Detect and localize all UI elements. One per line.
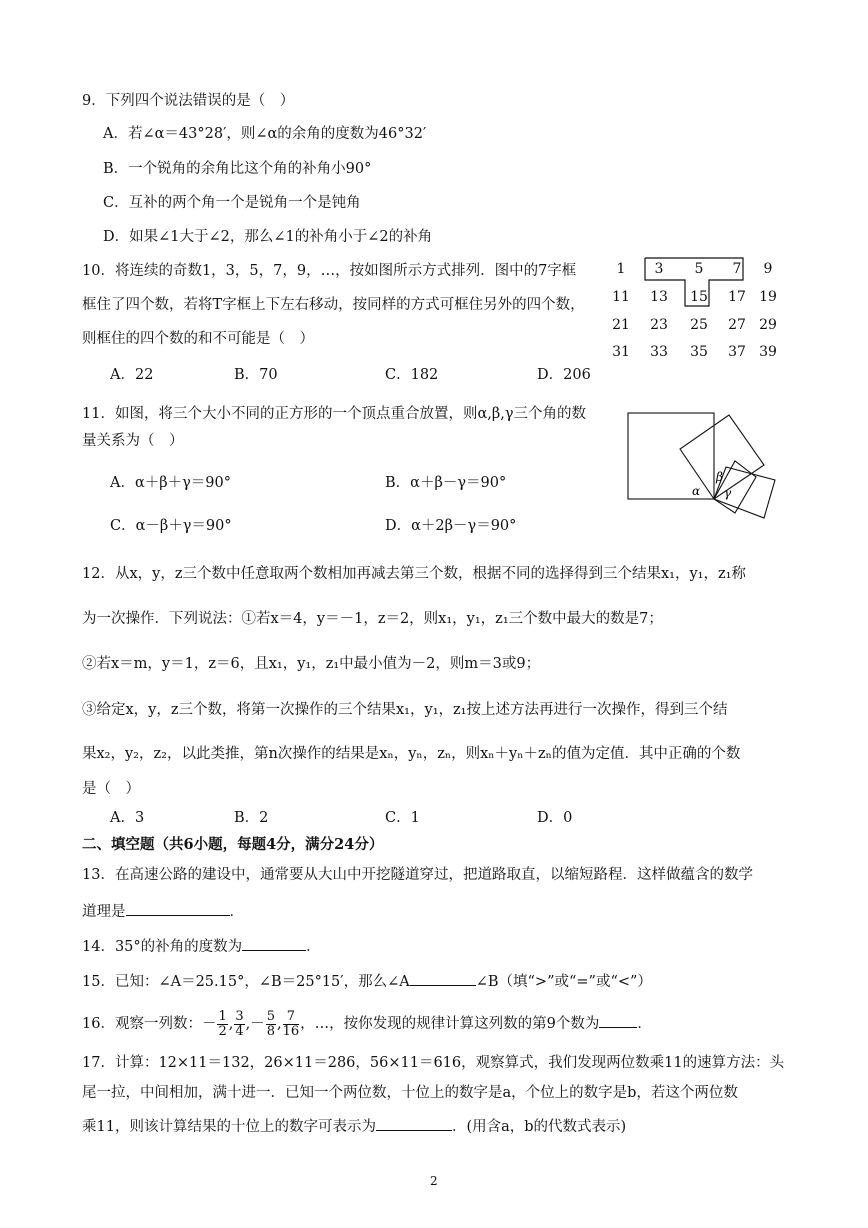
q15-suffix: ∠B（填“>”或“=”或“<”）: [475, 974, 652, 990]
q16-fraction: $\frac{1}{2}$: [218, 1008, 227, 1039]
q10-option-b: B．70: [234, 367, 278, 383]
q16-suffix: ．: [637, 1016, 652, 1032]
grid-cell: 17: [728, 289, 746, 305]
section-heading: 二、填空题（共6小题，每题4分，满分24分）: [82, 836, 384, 853]
grid-cell: 25: [690, 317, 708, 333]
three-squares-figure: [622, 407, 782, 527]
q12-line2: 为一次操作．下列说法：①若x＝4，y＝－1，z＝2，则x₁，y₁，z₁三个数中最大的数是7；: [82, 611, 663, 627]
q17-line3: [82, 1115, 626, 1136]
grid-cell: 23: [650, 317, 668, 333]
q15-line: [82, 970, 652, 991]
q9-option-b: B．一个锐角的余角比这个角的补角小90°: [103, 161, 372, 177]
grid-cell: 37: [728, 344, 746, 360]
q16-text: 16．观察一列数：－: [82, 1016, 217, 1032]
q10-option-c: C．182: [385, 367, 439, 383]
q13-line2-suffix: ．: [229, 904, 244, 920]
q17-answer-blank[interactable]: [376, 1115, 452, 1131]
q17-line2: 尾一拉，中间相加，满十进一．已知一个两位数，十位上的数字是a，个位上的数字是b，若这个两位数: [82, 1085, 738, 1101]
q17-line3-text: 乘11，则该计算结果的十位上的数字可表示为: [82, 1119, 376, 1135]
q14-answer-blank[interactable]: [242, 935, 306, 951]
q12-line3: ②若x＝m，y＝1，z＝6，且x₁，y₁，z₁中最小值为－2，则m＝3或9；: [82, 656, 541, 672]
q9-option-a: A．若∠α＝43°28′，则∠α的余角的度数为46°32′: [103, 126, 427, 142]
grid-cell: 13: [650, 289, 668, 305]
q12-line4: ③给定x，y，z三个数，将第一次操作的三个结果x₁，y₁，z₁按上述方法再进行一次操作，得到三个结: [82, 702, 728, 718]
q16-fraction: $\frac{3}{4}$: [235, 1008, 244, 1039]
q14-line: [82, 935, 321, 956]
grid-cell: 15: [690, 289, 708, 305]
q9-option-d: D．如果∠1大于∠2，那么∠1的补角小于∠2的补角: [103, 229, 433, 245]
grid-cell: 29: [759, 317, 777, 333]
q17-line1: 17．计算：12×11＝132，26×11＝286，56×11＝616，观察算式，我们发现两位数乘11的速算方法：头: [82, 1055, 785, 1071]
alpha-label: α: [692, 484, 701, 498]
q16-line: 16．观察一列数：－ $\frac{1}{2}$ , $\frac{3}{4}$ ,－ $\frac{5}{8}$ , $\frac{7}{16}$ ，…，按你发现的规律计算这列数的第9个数为 ．: [82, 1008, 652, 1039]
q11-option-a: A．α＋β＋γ＝90°: [110, 475, 232, 491]
beta-label: β: [716, 470, 723, 484]
q11-option-c: C．α－β＋γ＝90°: [110, 518, 232, 534]
grid-cell: 33: [650, 344, 668, 360]
q12-line1: 12．从x，y，z三个数中任意取两个数相加再减去第三个数，根据不同的选择得到三个结果x₁，y₁，z₁称: [82, 566, 746, 582]
q17-line3-suffix: ．(用含a，b的代数式表示): [451, 1119, 627, 1135]
grid-cell: 7: [732, 261, 742, 277]
grid-cell: 9: [763, 261, 773, 277]
q12-line5: 果x₂，y₂，z₂，以此类推，第n次操作的结果是xₙ，yₙ，zₙ，则xₙ＋yₙ＋zₙ的值为定值．其中正确的个数: [82, 746, 741, 762]
grid-cell: 31: [612, 344, 630, 360]
q12-option-a: A．3: [110, 810, 145, 826]
q12-option-d: D．0: [537, 810, 573, 826]
q11-option-d: D．α＋2β－γ＝90°: [385, 518, 517, 534]
q16-fraction: $\frac{5}{8}$: [266, 1008, 276, 1039]
q13-line2-prefix: 道理是: [82, 904, 126, 920]
q10-line2: 框住了四个数，若将T字框上下左右移动，按同样的方式可框住另外的四个数，: [82, 297, 585, 313]
q12-line6: 是（ ）: [82, 781, 140, 797]
grid-cell: 27: [728, 317, 746, 333]
q13-line2: [82, 900, 244, 921]
q12-option-b: B．2: [234, 810, 269, 826]
grid-cell: 39: [759, 344, 777, 360]
grid-cell: 35: [690, 344, 708, 360]
grid-cell: 5: [694, 261, 704, 277]
q16-rest: ，…，按你发现的规律计算这列数的第9个数为: [300, 1016, 600, 1032]
q13-answer-blank[interactable]: [126, 900, 230, 916]
q11-line1: 11．如图，将三个大小不同的正方形的一个顶点重合放置，则α,β,γ三个角的数: [82, 406, 587, 422]
grid-cell: 11: [612, 289, 630, 305]
q10-option-a: A．22: [110, 367, 154, 383]
grid-cell: 3: [654, 261, 664, 277]
q11-line2: 量关系为（ ）: [82, 433, 184, 449]
q15-answer-blank[interactable]: [410, 970, 476, 986]
q16-fraction: $\frac{7}{16}$: [282, 1008, 300, 1039]
q9-option-c: C．互补的两个角一个是锐角一个是钝角: [103, 195, 361, 211]
q14-suffix: ．: [306, 939, 321, 955]
q11-option-b: B．α＋β－γ＝90°: [385, 475, 507, 491]
q9-stem: 9．下列四个说法错误的是（ ）: [82, 93, 295, 109]
q13-line1: 13．在高速公路的建设中，通常要从大山中开挖隧道穿过，把道路取直，以缩短路程．这样做蕴含的数学: [82, 867, 753, 883]
grid-cell: 19: [759, 289, 777, 305]
q10-line3: 则框住的四个数的和不可能是（ ）: [82, 331, 314, 347]
q14-text: 14．35°的补角的度数为: [82, 939, 243, 955]
gamma-label: γ: [724, 486, 732, 500]
q10-number-grid: [600, 256, 790, 366]
q12-option-c: C．1: [385, 810, 420, 826]
q16-answer-blank[interactable]: [599, 1012, 637, 1028]
q10-option-d: D．206: [537, 367, 591, 383]
q15-text: 15．已知：∠A＝25.15°，∠B＝25°15′，那么∠A: [82, 974, 410, 990]
page-number: 2: [430, 1174, 438, 1188]
seven-frame-outline: [600, 256, 790, 366]
grid-cell: 1: [616, 261, 626, 277]
q10-line1: 10．将连续的奇数1，3，5，7，9，…，按如图所示方式排列．图中的7字框: [82, 263, 577, 279]
grid-cell: 21: [612, 317, 630, 333]
